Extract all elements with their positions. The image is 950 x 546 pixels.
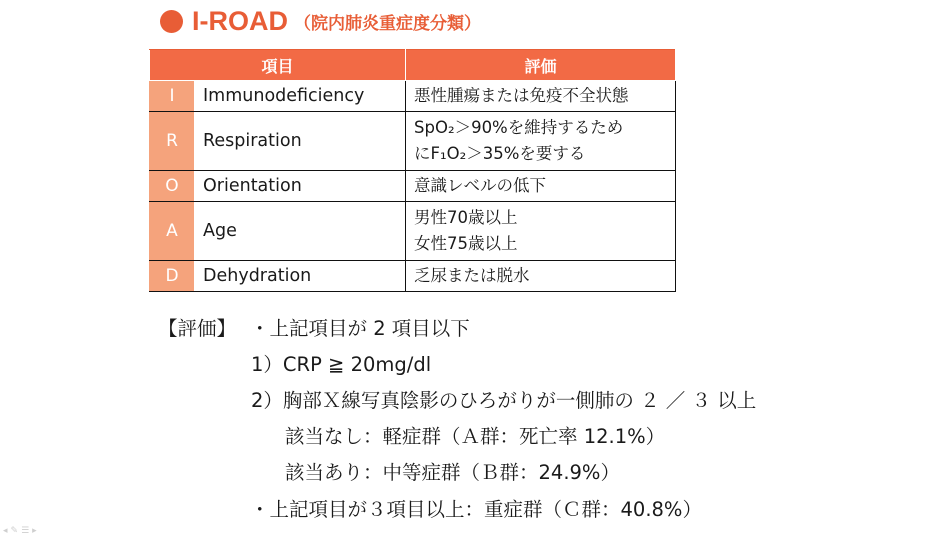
title-subtitle: （院内肺炎重症度分類） [294, 13, 481, 34]
next-icon[interactable]: ▸ [32, 526, 40, 536]
row-letter: D [150, 261, 195, 292]
row-eval: 悪性腫瘍または免疫不全状態 [406, 81, 676, 112]
evaluation-line: 1）CRP ≧ 20mg/dl [251, 353, 432, 376]
header-evaluation: 評価 [406, 50, 676, 81]
row-eval: 乏尿または脱水 [406, 261, 676, 292]
row-item: Orientation [195, 171, 406, 202]
row-eval-line: SpO₂＞90%を維持するため [414, 118, 624, 137]
row-eval [406, 202, 676, 261]
evaluation-line: 該当あり：中等症群（Ｂ群：24.9%） [285, 461, 620, 484]
evaluation-line: ・上記項目が 2 項目以下 [250, 317, 470, 340]
iroad-table [149, 49, 676, 292]
row-eval-line: にF₁O₂＞35%を要する [414, 144, 586, 163]
evaluation-line: ・上記項目が３項目以上：重症群（Ｃ群：40.8%） [250, 498, 702, 521]
table-row [150, 81, 676, 112]
slide-controls[interactable] [3, 526, 40, 536]
pen-icon[interactable]: ✎ [10, 526, 22, 536]
row-item: Age [195, 202, 406, 261]
table-row [150, 261, 676, 292]
row-letter: I [150, 81, 195, 112]
page-title [160, 4, 481, 38]
table-row [150, 171, 676, 202]
title-main: I-ROAD [192, 5, 288, 36]
row-letter: A [150, 202, 195, 261]
bullet-circle-icon [160, 10, 183, 33]
prev-icon[interactable]: ◂ [3, 526, 11, 536]
evaluation-line: 2）胸部Ｘ線写真陰影のひろがりが一側肺の ２ ／ ３ 以上 [251, 389, 757, 412]
row-eval-line: 女性75歳以上 [414, 234, 518, 253]
evaluation-label: 【評価】 [158, 317, 237, 340]
menu-icon[interactable]: ☰ [21, 526, 33, 536]
row-letter: R [150, 112, 195, 171]
row-item: Respiration [195, 112, 406, 171]
evaluation-line: 該当なし：軽症群（Ａ群：死亡率 12.1%） [285, 425, 666, 448]
header-item: 項目 [150, 50, 406, 81]
table-row [150, 202, 676, 261]
table-header-row [150, 50, 676, 81]
row-eval [406, 112, 676, 171]
table-row [150, 112, 676, 171]
row-letter: O [150, 171, 195, 202]
row-eval: 意識レベルの低下 [406, 171, 676, 202]
row-item: Immunodeficiency [195, 81, 406, 112]
row-eval-line: 男性70歳以上 [414, 208, 518, 227]
row-item: Dehydration [195, 261, 406, 292]
